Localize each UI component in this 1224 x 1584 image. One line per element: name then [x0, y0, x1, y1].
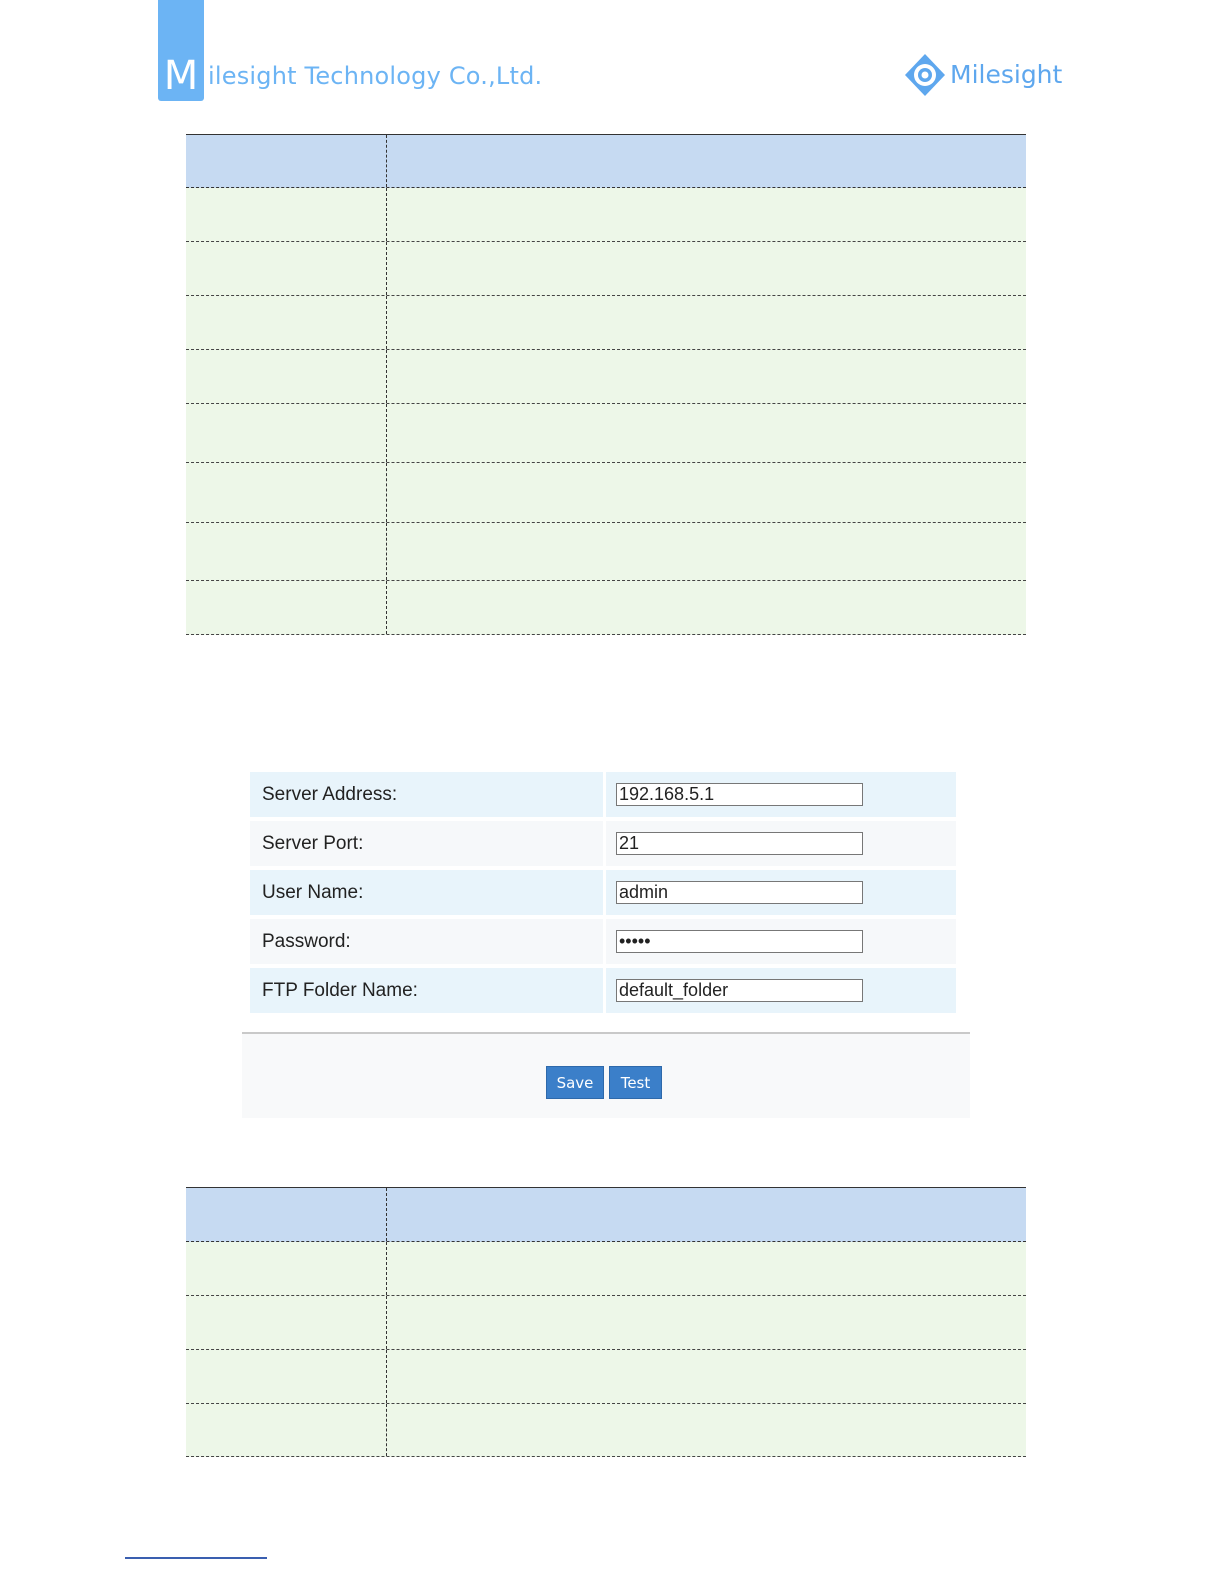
- user-name-label: User Name:: [250, 870, 603, 915]
- table-cell: [387, 296, 1026, 349]
- table-cell: [186, 1350, 387, 1403]
- server-port-input[interactable]: [616, 832, 863, 855]
- table-cell: [387, 350, 1026, 403]
- table-cell: [387, 1404, 1026, 1456]
- page-header: [0, 0, 1224, 120]
- form-value-cell: [606, 919, 956, 964]
- table-cell: [186, 1242, 387, 1295]
- user-name-input[interactable]: [616, 881, 863, 904]
- table-row: [186, 523, 1026, 581]
- table-cell: [186, 1404, 387, 1456]
- table-cell: [387, 581, 1026, 634]
- form-value-cell: [606, 968, 956, 1013]
- form-value-cell: [606, 821, 956, 866]
- password-label: Password:: [250, 919, 603, 964]
- table-row: [186, 581, 1026, 635]
- form-row-server-port: [250, 821, 956, 866]
- table-header-cell: [387, 1188, 1026, 1241]
- table-cell: [387, 463, 1026, 522]
- table-row: [186, 463, 1026, 523]
- footer-link-underline: [125, 1557, 267, 1559]
- table-row: [186, 350, 1026, 404]
- table-header-cell: [387, 135, 1026, 187]
- save-button[interactable]: Save: [546, 1066, 604, 1099]
- brand-name: Milesight: [950, 60, 1063, 89]
- ftp-folder-name-input[interactable]: [616, 979, 863, 1002]
- parameter-table-2: [186, 1187, 1026, 1457]
- password-input[interactable]: [616, 930, 863, 953]
- table-row: [186, 1404, 1026, 1457]
- form-row-server-address: [250, 772, 956, 817]
- server-port-label: Server Port:: [250, 821, 603, 866]
- table-header-row: [186, 134, 1026, 188]
- table-cell: [186, 188, 387, 241]
- table-row: [186, 1350, 1026, 1404]
- table-header-cell: [186, 135, 387, 187]
- table-row: [186, 188, 1026, 242]
- header-m-letter: M: [163, 53, 199, 99]
- brand-logo: [903, 52, 1063, 98]
- table-cell: [186, 463, 387, 522]
- table-row: [186, 404, 1026, 463]
- form-value-cell: [606, 772, 956, 817]
- table-row: [186, 242, 1026, 296]
- table-header-row: [186, 1187, 1026, 1242]
- form-row-user-name: [250, 870, 956, 915]
- form-value-cell: [606, 870, 956, 915]
- table-header-cell: [186, 1188, 387, 1241]
- table-cell: [387, 242, 1026, 295]
- table-cell: [387, 1296, 1026, 1349]
- ftp-settings-form: [242, 768, 970, 1118]
- table-cell: [387, 1350, 1026, 1403]
- form-row-password: [250, 919, 956, 964]
- table-row: [186, 1296, 1026, 1350]
- table-cell: [387, 1242, 1026, 1295]
- table-cell: [186, 1296, 387, 1349]
- test-button[interactable]: Test: [609, 1066, 662, 1099]
- table-cell: [186, 523, 387, 580]
- table-cell: [387, 523, 1026, 580]
- table-cell: [387, 404, 1026, 462]
- table-cell: [186, 242, 387, 295]
- ftp-folder-name-label: FTP Folder Name:: [250, 968, 603, 1013]
- server-address-input[interactable]: [616, 783, 863, 806]
- table-row: [186, 296, 1026, 350]
- parameter-table-1: [186, 134, 1026, 635]
- company-name: ilesight Technology Co.,Ltd.: [208, 62, 543, 90]
- server-address-label: Server Address:: [250, 772, 603, 817]
- table-row: [186, 1242, 1026, 1296]
- table-cell: [186, 581, 387, 634]
- table-cell: [186, 350, 387, 403]
- table-cell: [186, 296, 387, 349]
- table-cell: [186, 404, 387, 462]
- form-row-ftp-folder-name: [250, 968, 956, 1013]
- milesight-eye-logo-icon: [903, 52, 947, 98]
- form-button-bar: [242, 1034, 970, 1118]
- table-cell: [387, 188, 1026, 241]
